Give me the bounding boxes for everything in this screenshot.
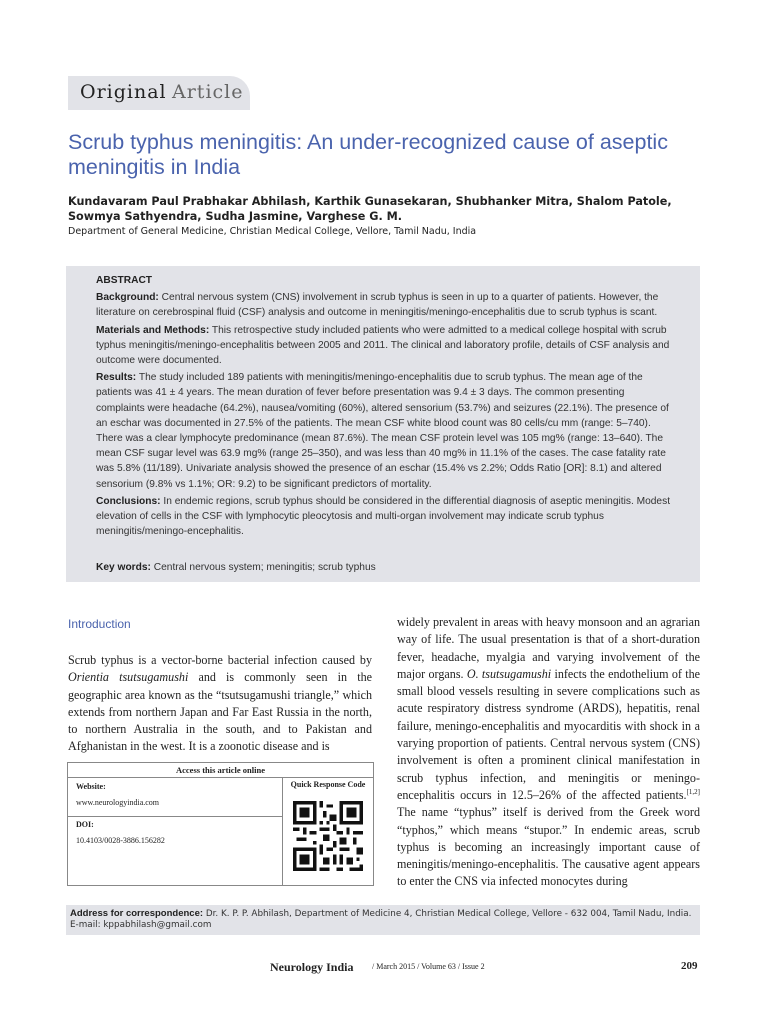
citation-ref[interactable]: [1,2] — [686, 787, 700, 796]
article-title: Scrub typhus meningitis: An under-recognized cause of aseptic meningitis in India — [68, 130, 668, 179]
col2-species-name: O. tsutsugamushi — [466, 666, 552, 681]
abstract-heading: ABSTRACT — [96, 275, 153, 286]
journal-name: Neurology India — [270, 960, 354, 974]
col2-text-3: The name “typhus” itself is derived from the Greek word “typhos,” which means “stupor.” In endemic areas, scrub typhus is becoming an increasingly important cause of meningitis/meningo-encephalitis. The causative agent appears to enter the CNS via infected monocytes during — [397, 805, 700, 889]
abstract-background — [96, 290, 672, 320]
methods-label: Materials and Methods: — [96, 324, 210, 336]
background-label: Background: — [96, 292, 159, 304]
abstract-results — [96, 370, 672, 492]
access-header: Access this article online — [68, 763, 373, 778]
website-label: Website: — [76, 782, 106, 791]
website-link[interactable]: www.neurologyindia.com — [76, 798, 160, 807]
methods-text: This retrospective study included patients who were admitted to a medical college hospital with scrub typhus meningitis/meningo-encephalitis between 2005 and 2011. The clinical and laboratory profile, details of CSF analysis and outcome were documented. — [96, 324, 670, 367]
body-column-left — [68, 652, 372, 756]
abstract-conclusions — [96, 494, 672, 540]
abstract-keywords — [96, 560, 376, 575]
issue-info: / March 2015 / Volume 63 / Issue 2 — [372, 962, 485, 971]
background-text: Central nervous system (CNS) involvement in scrub typhus is seen in up to a quarter of patients. However, the literature on cerebrospinal fluid (CSF) analysis and outcome in meningitis/meningo-encephalitis due to scrub typhus is scant. — [96, 292, 659, 319]
correspondence-label: Address for correspondence: — [70, 908, 204, 919]
col1-text-2: and is commonly seen in the geographic area known as the “tsutsugamushi triangle,” which extends from northern Japan and Far East Russia in the north, to northern Australia in the south, and to Pakistan and Afghanistan in the west. It is a zoonotic disease and is — [68, 670, 372, 754]
doi-label: DOI: — [76, 820, 94, 829]
conclusions-label: Conclusions: — [96, 495, 161, 507]
authors-line-1: Kundavaram Paul Prabhakar Abhilash, Karthik Gunasekaran, Shubhanker Mitra, Shalom Patole, — [68, 195, 672, 208]
results-text: The study included 189 patients with meningitis/meningo-encephalitis due to scrub typhus. The mean age of the patients was 41 ± 4 years. The mean duration of fever before presentation was 9.4 ± 3 days. The common presenting complaints were headache (64.2%), nausea/vomiting (60%), altered sensorium (53.7%) and seizures (22.1%). The presence of an eschar was documented in 27.5% of the patients. The mean CSF white blood count was 80 cells/cu mm (range: 5–740). There was a clear lymphocyte predominance (mean 87.6%). The mean CSF protein level was 105 mg% (range: 13–640). The mean CSF sugar level was 63.9 mg% (range 25–350), and was less than 40 mg% in 11.1% of the cases. The case fatality rate was 5.8% (11/189). Univariate analysis showed the presence of an eschar (15.4% vs 2.2%; Odds Ratio [OR]: 8.1) and altered sensorium (9.8% vs 1.1%; OR: 9.2) to be significant predictors of mortality. — [96, 372, 669, 490]
col1-text-1: Scrub typhus is a vector-borne bacterial infection caused by — [68, 653, 372, 667]
authors-line-2: Sowmya Sathyendra, Sudha Jasmine, Varghese G. M. — [68, 209, 402, 223]
conclusions-text: In endemic regions, scrub typhus should be considered in the differential diagnosis of aseptic meningitis. Modest elevation of cells in the CSF with lymphocytic pleocytosis and multi-organ involvement may indicate scrub typhus meningitis/meningo-encephalitis. — [96, 495, 671, 538]
access-divider-horizontal — [68, 816, 282, 817]
abstract-box — [66, 266, 700, 582]
article-type-word1: Original — [80, 81, 167, 103]
body-column-right — [397, 614, 700, 891]
page-number: 209 — [681, 960, 698, 972]
qr-code-icon — [293, 801, 363, 871]
correspondence-address: Dr. K. P. P. Abhilash, Department of Medicine 4, Christian Medical College, Vellore - 632 004, Tamil Nadu, India. — [205, 909, 692, 919]
article-type-word2: Article — [172, 81, 244, 103]
correspondence-box — [66, 905, 700, 935]
abstract-methods — [96, 323, 672, 369]
correspondence-email[interactable]: E-mail: kppabhilash@gmail.com — [70, 920, 212, 930]
access-online-box — [67, 762, 374, 886]
article-type-tag — [68, 76, 250, 110]
qr-label: Quick Response Code — [290, 780, 366, 789]
doi-value[interactable]: 10.4103/0028-3886.156282 — [76, 836, 165, 845]
col1-species-name: Orientia tsutsugamushi — [68, 670, 189, 685]
authors — [68, 195, 708, 224]
keywords-text: Central nervous system; meningitis; scrub typhus — [153, 562, 376, 573]
col2-text-1: widely prevalent in areas with heavy monsoon and an agrarian way of life. The usual presentation is that of a short-duration fever, headache, myalgia and varying involvement of the major organs. — [397, 615, 700, 681]
introduction-heading: Introduction — [68, 617, 131, 631]
correspondence-line-1 — [70, 908, 696, 920]
col2-text-2: infects the endothelium of the small blood vessels resulting in severe complications such as acute respiratory distress syndrome (ARDS), hepatitis, renal failure, meningo-encephalitis and myocarditis with shock in a varying proportion of patients. Central nervous system (CNS) involvement is often a prominent clinical manifestation in scrub typhus infection, and meningitis or meningo-encephalitis occurs in 12.5–26% of the affected patients. — [397, 666, 700, 802]
access-divider-vertical — [282, 778, 283, 885]
affiliation: Department of General Medicine, Christian Medical College, Vellore, Tamil Nadu, India — [68, 226, 477, 237]
results-label: Results: — [96, 372, 137, 384]
keywords-label: Key words: — [96, 562, 151, 573]
